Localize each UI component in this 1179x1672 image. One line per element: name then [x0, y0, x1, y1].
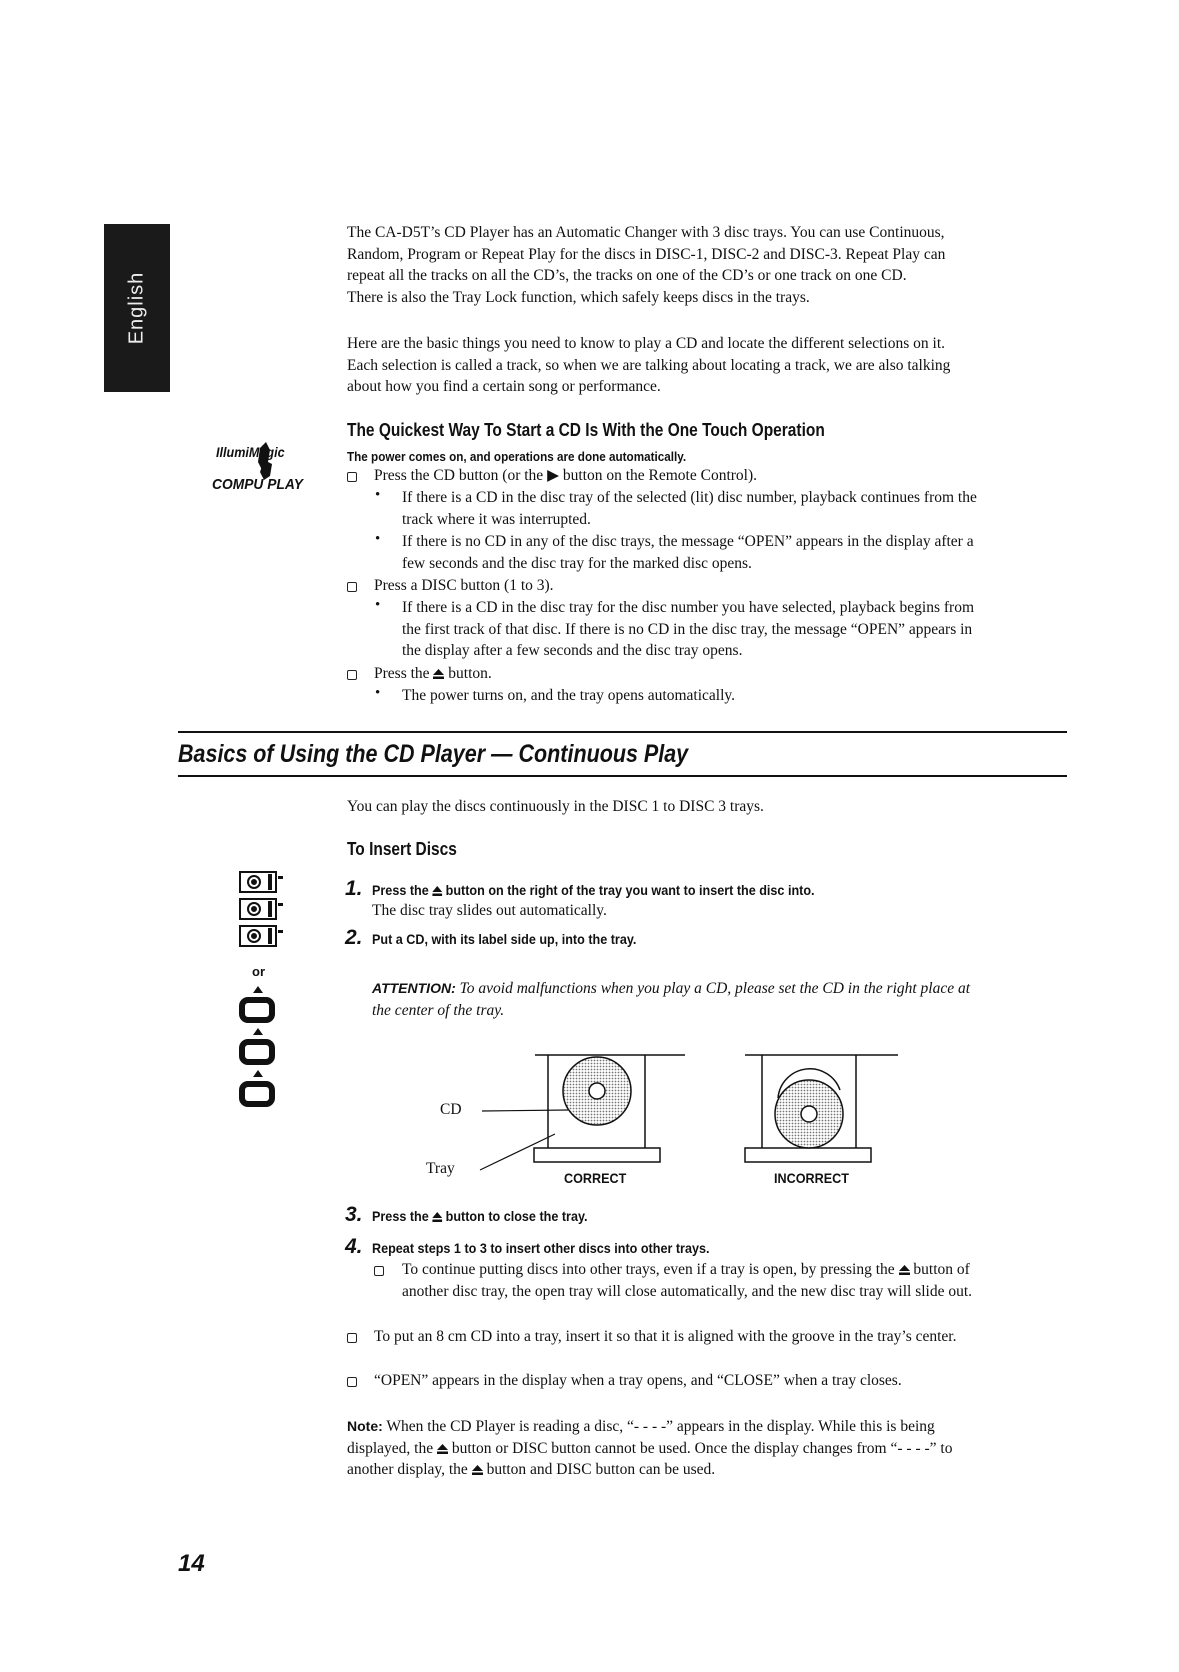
- one-touch-item-2-bullet-1: [402, 597, 1102, 662]
- note-reading-disc: [347, 1416, 1087, 1481]
- text-line: If there is no CD in any of the disc trays, the message “OPEN” appears in the display after a: [402, 533, 974, 550]
- section-rule-bottom: [178, 775, 1067, 777]
- checkbox-bullet-icon: [374, 1266, 384, 1276]
- dot-bullet-icon: •: [375, 531, 381, 547]
- step-3-title: [372, 1208, 588, 1224]
- step-1-title: [372, 882, 815, 898]
- text-fragment: button of: [913, 1261, 970, 1278]
- step-4-title: Repeat steps 1 to 3 to insert other discs into other trays.: [372, 1240, 710, 1256]
- language-tab: [104, 224, 170, 392]
- text-fragment: button and DISC button can be used.: [486, 1461, 716, 1478]
- text-fragment: To avoid malfunctions when you play a CD, please set the CD in the right place at: [459, 980, 971, 997]
- tray-label: Tray: [426, 1160, 455, 1177]
- one-touch-item-3: [374, 663, 492, 685]
- text-line: the center of the tray.: [372, 1001, 505, 1019]
- cd-placement-illustration: [440, 1050, 920, 1190]
- text-fragment: Press the: [374, 665, 430, 682]
- text-line: There is also the Tray Lock function, which safely keeps discs in the trays.: [347, 288, 810, 306]
- eject-icon: [432, 886, 442, 896]
- intro-paragraph-2: [347, 333, 1107, 398]
- text-line: the first track of that disc. If there is no CD in the disc tray, the message “OPEN” appears in: [402, 620, 973, 638]
- attention-label: ATTENTION:: [372, 980, 456, 996]
- step-4-item: [402, 1259, 1102, 1302]
- one-touch-item-3-bullet-1: The power turns on, and the tray opens automatically.: [402, 687, 736, 704]
- text-line: Each selection is called a track, so when we are talking about locating a track, we are also talking: [347, 356, 951, 374]
- cd-tray-diagram: [426, 1050, 920, 1190]
- text-line: If there is a CD in the disc tray for the disc number you have selected, playback begins from: [402, 599, 975, 616]
- incorrect-caption: INCORRECT: [774, 1170, 849, 1186]
- note-8cm-cd: To put an 8 cm CD into a tray, insert it so that it is aligned with the groove in the tray’s center.: [374, 1328, 957, 1345]
- text-line: Random, Program or Repeat Play for the discs in DISC-1, DISC-2 and DISC-3. Repeat Play can: [347, 245, 946, 263]
- text-line: another disc tray, the open tray will close automatically, and the new disc tray will slide out.: [402, 1282, 973, 1300]
- note-label: Note:: [347, 1418, 383, 1434]
- step-2-number: 2.: [345, 926, 363, 949]
- text-line: track where it was interrupted.: [402, 510, 591, 528]
- one-touch-heading: The Quickest Way To Start a CD Is With the One Touch Operation: [347, 420, 825, 440]
- logo-line-2: COMPU PLAY: [212, 476, 303, 493]
- intro-paragraph-1: [347, 222, 1107, 308]
- text-fragment: button or DISC button cannot be used. Once the display changes from “- - - -” to: [451, 1439, 953, 1457]
- one-touch-item-1: Press the CD button (or the ▶ button on the Remote Control).: [374, 467, 758, 484]
- one-touch-item-1-bullet-1: [402, 487, 1102, 530]
- language-tab-label: English: [125, 271, 148, 345]
- section-rule-top: [178, 731, 1067, 733]
- logo-line-1: IllumiMagic: [216, 444, 285, 460]
- text-line: few seconds and the disc tray for the marked disc opens.: [402, 554, 752, 572]
- text-fragment: Press the: [372, 1208, 429, 1224]
- cd-label: CD: [440, 1101, 462, 1118]
- correct-caption: CORRECT: [564, 1170, 627, 1186]
- eject-icon: [437, 1444, 448, 1454]
- section-intro: You can play the discs continuously in the DISC 1 to DISC 3 trays.: [347, 798, 764, 815]
- text-fragment: another display, the: [347, 1461, 468, 1478]
- eject-icon: [899, 1265, 910, 1275]
- checkbox-bullet-icon: [347, 670, 357, 680]
- one-touch-item-1-bullet-2: [402, 531, 1102, 574]
- step-2-title: Put a CD, with its label side up, into the tray.: [372, 931, 637, 947]
- checkbox-bullet-icon: [347, 582, 357, 592]
- checkbox-bullet-icon: [347, 1333, 357, 1343]
- text-fragment: button to close the tray.: [445, 1208, 588, 1224]
- disc-button-icons: [238, 870, 298, 1110]
- text-fragment: To continue putting discs into other trays, even if a tray is open, by pressing the: [402, 1261, 895, 1278]
- text-fragment: displayed, the: [347, 1439, 434, 1457]
- text-fragment: button on the right of the tray you want to insert the disc into.: [445, 882, 815, 898]
- text-fragment: Press the: [372, 882, 429, 898]
- text-fragment: When the CD Player is reading a disc, “- - - -” appears in the display. While this is being: [386, 1418, 935, 1435]
- compu-play-logo: [212, 440, 322, 500]
- eject-icon: [432, 1212, 442, 1222]
- text-line: If there is a CD in the disc tray of the selected (lit) disc number, playback continues from the: [402, 489, 977, 506]
- text-line: Here are the basic things you need to know to play a CD and locate the different selections on it.: [347, 335, 946, 352]
- step-3-number: 3.: [345, 1203, 363, 1226]
- or-label: or: [252, 964, 265, 979]
- attention-note: [372, 978, 1072, 1021]
- text-line: about how you find a certain song or performance.: [347, 378, 661, 395]
- eject-icon: [472, 1465, 483, 1475]
- section-title: Basics of Using the CD Player — Continuous Play: [178, 740, 689, 768]
- insert-discs-heading: To Insert Discs: [347, 839, 457, 859]
- checkbox-bullet-icon: [347, 472, 357, 482]
- dot-bullet-icon: •: [375, 597, 381, 613]
- note-open-close: “OPEN” appears in the display when a tray opens, and “CLOSE” when a tray closes.: [374, 1372, 902, 1389]
- text-line: The CA-D5T’s CD Player has an Automatic Changer with 3 disc trays. You can use Continuous,: [347, 224, 945, 241]
- eject-buttons-icon: [238, 984, 278, 1114]
- text-fragment: button.: [448, 665, 492, 682]
- step-4-number: 4.: [345, 1235, 363, 1258]
- page-number: 14: [178, 1550, 205, 1577]
- text-line: repeat all the tracks on all the CD’s, the tracks on one of the CD’s or one track on one CD.: [347, 267, 907, 284]
- step-1-description: The disc tray slides out automatically.: [372, 902, 607, 919]
- one-touch-item-2: Press a DISC button (1 to 3).: [374, 577, 554, 594]
- text-line: the display after a few seconds and the disc tray opens.: [402, 642, 743, 659]
- one-touch-subheading: The power comes on, and operations are done automatically.: [347, 449, 687, 464]
- eject-icon: [433, 669, 444, 679]
- disc-buttons-icon: [238, 870, 298, 950]
- dot-bullet-icon: •: [375, 685, 381, 701]
- checkbox-bullet-icon: [347, 1377, 357, 1387]
- step-1-number: 1.: [345, 877, 363, 900]
- dot-bullet-icon: •: [375, 487, 381, 503]
